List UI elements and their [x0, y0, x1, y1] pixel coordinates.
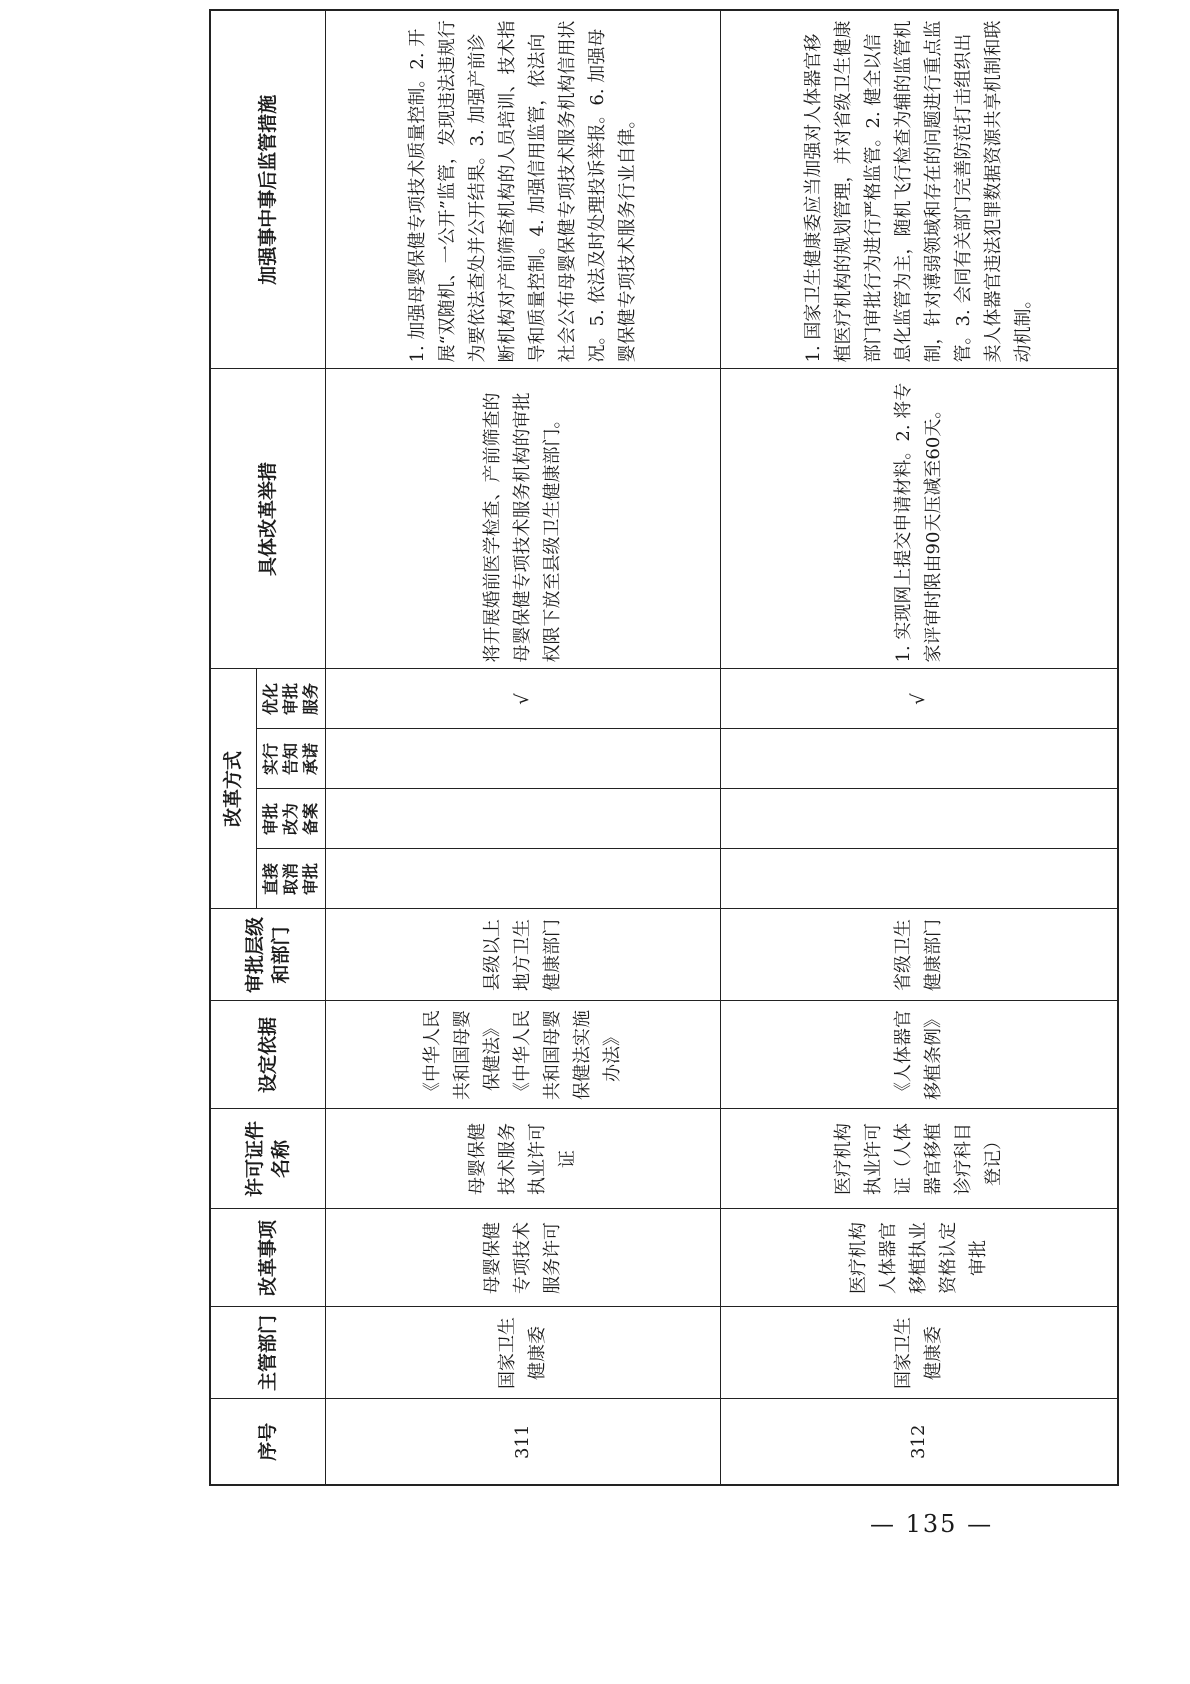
cell-item: 母婴保健专项技术服务许可 [325, 1209, 720, 1307]
cell-measures: 1. 实现网上提交申请材料。2. 将专家评审时限由90天压减至60天。 [720, 369, 1118, 669]
page-number: — 135 — [870, 1510, 994, 1538]
table-row [720, 10, 1118, 1485]
cell-mode_record [325, 789, 720, 849]
cell-license: 医疗机构执业许可证（人体器官移植诊疗科目登记） [720, 1109, 1118, 1209]
header-level: 审批层级和部门 [210, 909, 325, 1001]
rotated-table-wrapper [209, 20, 1102, 1486]
cell-basis: 《中华人民共和国母婴保健法》《中华人民共和国母婴保健法实施办法》 [325, 1001, 720, 1109]
cell-mode_optimize: √ [720, 669, 1118, 729]
header-mode_cancel: 直接取消审批 [256, 849, 325, 909]
reform-table [209, 9, 1119, 1486]
header-mode_record: 审批改为备案 [256, 789, 325, 849]
cell-dept: 国家卫生健康委 [325, 1307, 720, 1399]
header-basis: 设定依据 [210, 1001, 325, 1109]
cell-supervision: 1. 国家卫生健康委应当加强对人体器官移植医疗机构的规划管理，并对省级卫生健康部门审批行为进行严格监管。2. 健全以信息化监管为主，随机飞行检查为辅的监管机制，针对薄弱领域和存在的问题进行重点监管。3. 会同有关部门完善防范打击组织出卖人体器官违法犯罪数据资源共享机制和联动机制。 [720, 10, 1118, 369]
cell-supervision: 1. 加强母婴保健专项技术质量控制。2. 开展“双随机、一公开”监管，发现违法违规行为要依法查处并公开结果。3. 加强产前诊断机构对产前筛查机构的人员培训、技术指导和质量控制。4. 加强信用监管，依法向社会公布母婴保健专项技术服务机构信用状况。5. 依法及时处理投诉举报。6. 加强母婴保健专项技术服务行业自律。 [325, 10, 720, 369]
header-supervision: 加强事中事后监管措施 [210, 10, 325, 369]
cell-basis: 《人体器官移植条例》 [720, 1001, 1118, 1109]
cell-mode_notify [325, 729, 720, 789]
header-reform-mode: 改革方式 [210, 669, 256, 909]
cell-mode_cancel [325, 849, 720, 909]
cell-mode_cancel [720, 849, 1118, 909]
header-item: 改革事项 [210, 1209, 325, 1307]
table-row [325, 10, 720, 1485]
cell-mode_optimize: √ [325, 669, 720, 729]
header-license: 许可证件名称 [210, 1109, 325, 1209]
cell-seq: 312 [720, 1399, 1118, 1485]
cell-level: 省级卫生健康部门 [720, 909, 1118, 1001]
header-dept: 主管部门 [210, 1307, 325, 1399]
header-row-1 [210, 10, 256, 1485]
cell-measures: 将开展婚前医学检查、产前筛查的母婴保健专项技术服务机构的审批权限下放至县级卫生健康部门。 [325, 369, 720, 669]
cell-level: 县级以上地方卫生健康部门 [325, 909, 720, 1001]
header-measures: 具体改革举措 [210, 369, 325, 669]
header-seq: 序号 [210, 1399, 325, 1485]
cell-license: 母婴保健技术服务执业许可证 [325, 1109, 720, 1209]
header-mode_notify: 实行告知承诺 [256, 729, 325, 789]
header-mode_optimize: 优化审批服务 [256, 669, 325, 729]
cell-mode_notify [720, 729, 1118, 789]
cell-item: 医疗机构人体器官移植执业资格认定审批 [720, 1209, 1118, 1307]
cell-mode_record [720, 789, 1118, 849]
cell-seq: 311 [325, 1399, 720, 1485]
cell-dept: 国家卫生健康委 [720, 1307, 1118, 1399]
